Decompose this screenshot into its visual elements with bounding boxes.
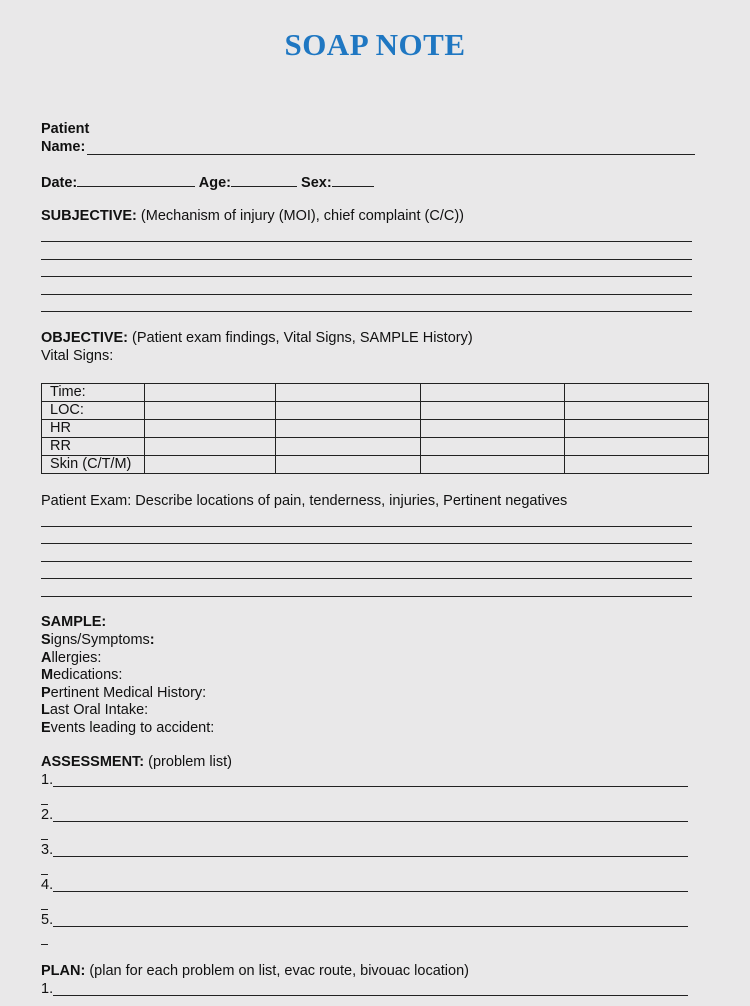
plan-item[interactable] [41,981,688,999]
assessment-item[interactable] [41,912,688,930]
assessment-label: ASSESSMENT: [41,754,145,770]
sample-item-history [41,685,206,701]
sample-text: llergies: [51,650,102,666]
row-label: LOC: [42,402,145,420]
vital-cell[interactable] [145,402,276,420]
vital-cell[interactable] [276,384,421,402]
objective-hint: (Patient exam findings, Vital Signs, SAMPLE History) [128,330,473,346]
vital-cell[interactable] [565,384,709,402]
table-row [42,456,709,474]
sex-label: Sex: [301,175,332,191]
sample-letter: S [41,632,51,648]
assessment-item[interactable] [41,842,688,860]
item-number: 2. [41,807,54,823]
vital-cell[interactable] [145,420,276,438]
assessment-heading [41,754,232,770]
sample-item-signs [41,632,155,648]
subjective-line[interactable] [41,259,692,260]
vital-cell[interactable] [565,456,709,474]
sample-text: vents leading to accident: [50,720,215,736]
sample-letter: A [41,650,52,666]
name-label: Name: [41,139,86,155]
age-field[interactable] [231,174,297,187]
patient-label: Patient [41,121,90,137]
vital-cell[interactable] [565,438,709,456]
item-number: 1. [41,981,54,997]
sample-item-allergies [41,650,101,666]
patient-exam-label: Patient Exam: Describe locations of pain, tenderness, injuries, Pertinent negatives [41,493,568,509]
sample-letter: M [41,667,54,683]
vital-cell[interactable] [145,456,276,474]
plan-heading [41,963,469,979]
vital-cell[interactable] [145,384,276,402]
subjective-hint: (Mechanism of injury (MOI), chief complaint (C/C)) [136,208,465,224]
assessment-hint: (problem list) [144,754,232,770]
table-row [42,438,709,456]
objective-heading [41,330,473,346]
sample-text: edications: [53,667,123,683]
table-row [42,420,709,438]
demographics-row [41,174,374,191]
patient-name-field[interactable] [87,141,695,155]
page-title: SOAP NOTE [284,27,466,62]
vital-signs-label: Vital Signs: [41,348,114,364]
sample-item-events [41,720,214,736]
sample-heading: SAMPLE: [41,614,107,630]
exam-line[interactable] [41,578,692,579]
vital-cell[interactable] [565,402,709,420]
assessment-item[interactable] [41,877,688,895]
date-field[interactable] [77,174,195,187]
wrap-mark [41,839,48,840]
subjective-line[interactable] [41,276,692,277]
vital-cell[interactable] [421,456,565,474]
row-label: Time: [42,384,145,402]
plan-hint: (plan for each problem on list, evac route, bivouac location) [85,963,469,979]
wrap-mark [41,909,48,910]
vital-cell[interactable] [421,402,565,420]
item-number: 4. [41,877,54,893]
wrap-mark [41,874,48,875]
assessment-item[interactable] [41,772,688,790]
sample-letter: L [41,702,50,718]
vital-cell[interactable] [276,402,421,420]
vital-cell[interactable] [276,456,421,474]
sample-item-medications [41,667,122,683]
item-number: 1. [41,772,54,788]
sample-text: ast Oral Intake: [49,702,149,718]
vital-cell[interactable] [421,420,565,438]
exam-line[interactable] [41,526,692,527]
subjective-line[interactable] [41,294,692,295]
table-row [42,384,709,402]
subjective-label: SUBJECTIVE: [41,208,137,224]
row-label: HR [42,420,145,438]
exam-line[interactable] [41,561,692,562]
plan-label: PLAN: [41,963,86,979]
vital-signs-table [41,383,709,474]
sample-suffix: : [149,632,155,648]
item-number: 3. [41,842,54,858]
row-label: Skin (C/T/M) [42,456,145,474]
vital-cell[interactable] [145,438,276,456]
sample-text: ertinent Medical History: [50,685,207,701]
sex-field[interactable] [332,174,374,187]
sample-letter: E [41,720,51,736]
sample-letter: P [41,685,51,701]
assessment-item[interactable] [41,807,688,825]
vital-cell[interactable] [276,420,421,438]
vital-cell[interactable] [276,438,421,456]
subjective-line[interactable] [41,241,692,242]
sample-text: igns/Symptoms [50,632,150,648]
vital-cell[interactable] [421,384,565,402]
row-label: RR [42,438,145,456]
exam-line[interactable] [41,596,692,597]
table-row [42,402,709,420]
date-label: Date: [41,175,78,191]
wrap-mark [41,804,48,805]
vital-cell[interactable] [421,438,565,456]
item-number: 5. [41,912,54,928]
sample-item-last-intake [41,702,148,718]
subjective-line[interactable] [41,311,692,312]
exam-line[interactable] [41,543,692,544]
age-label: Age: [198,175,231,191]
objective-label: OBJECTIVE: [41,330,129,346]
wrap-mark [41,944,48,945]
subjective-heading [41,208,464,224]
vital-cell[interactable] [565,420,709,438]
